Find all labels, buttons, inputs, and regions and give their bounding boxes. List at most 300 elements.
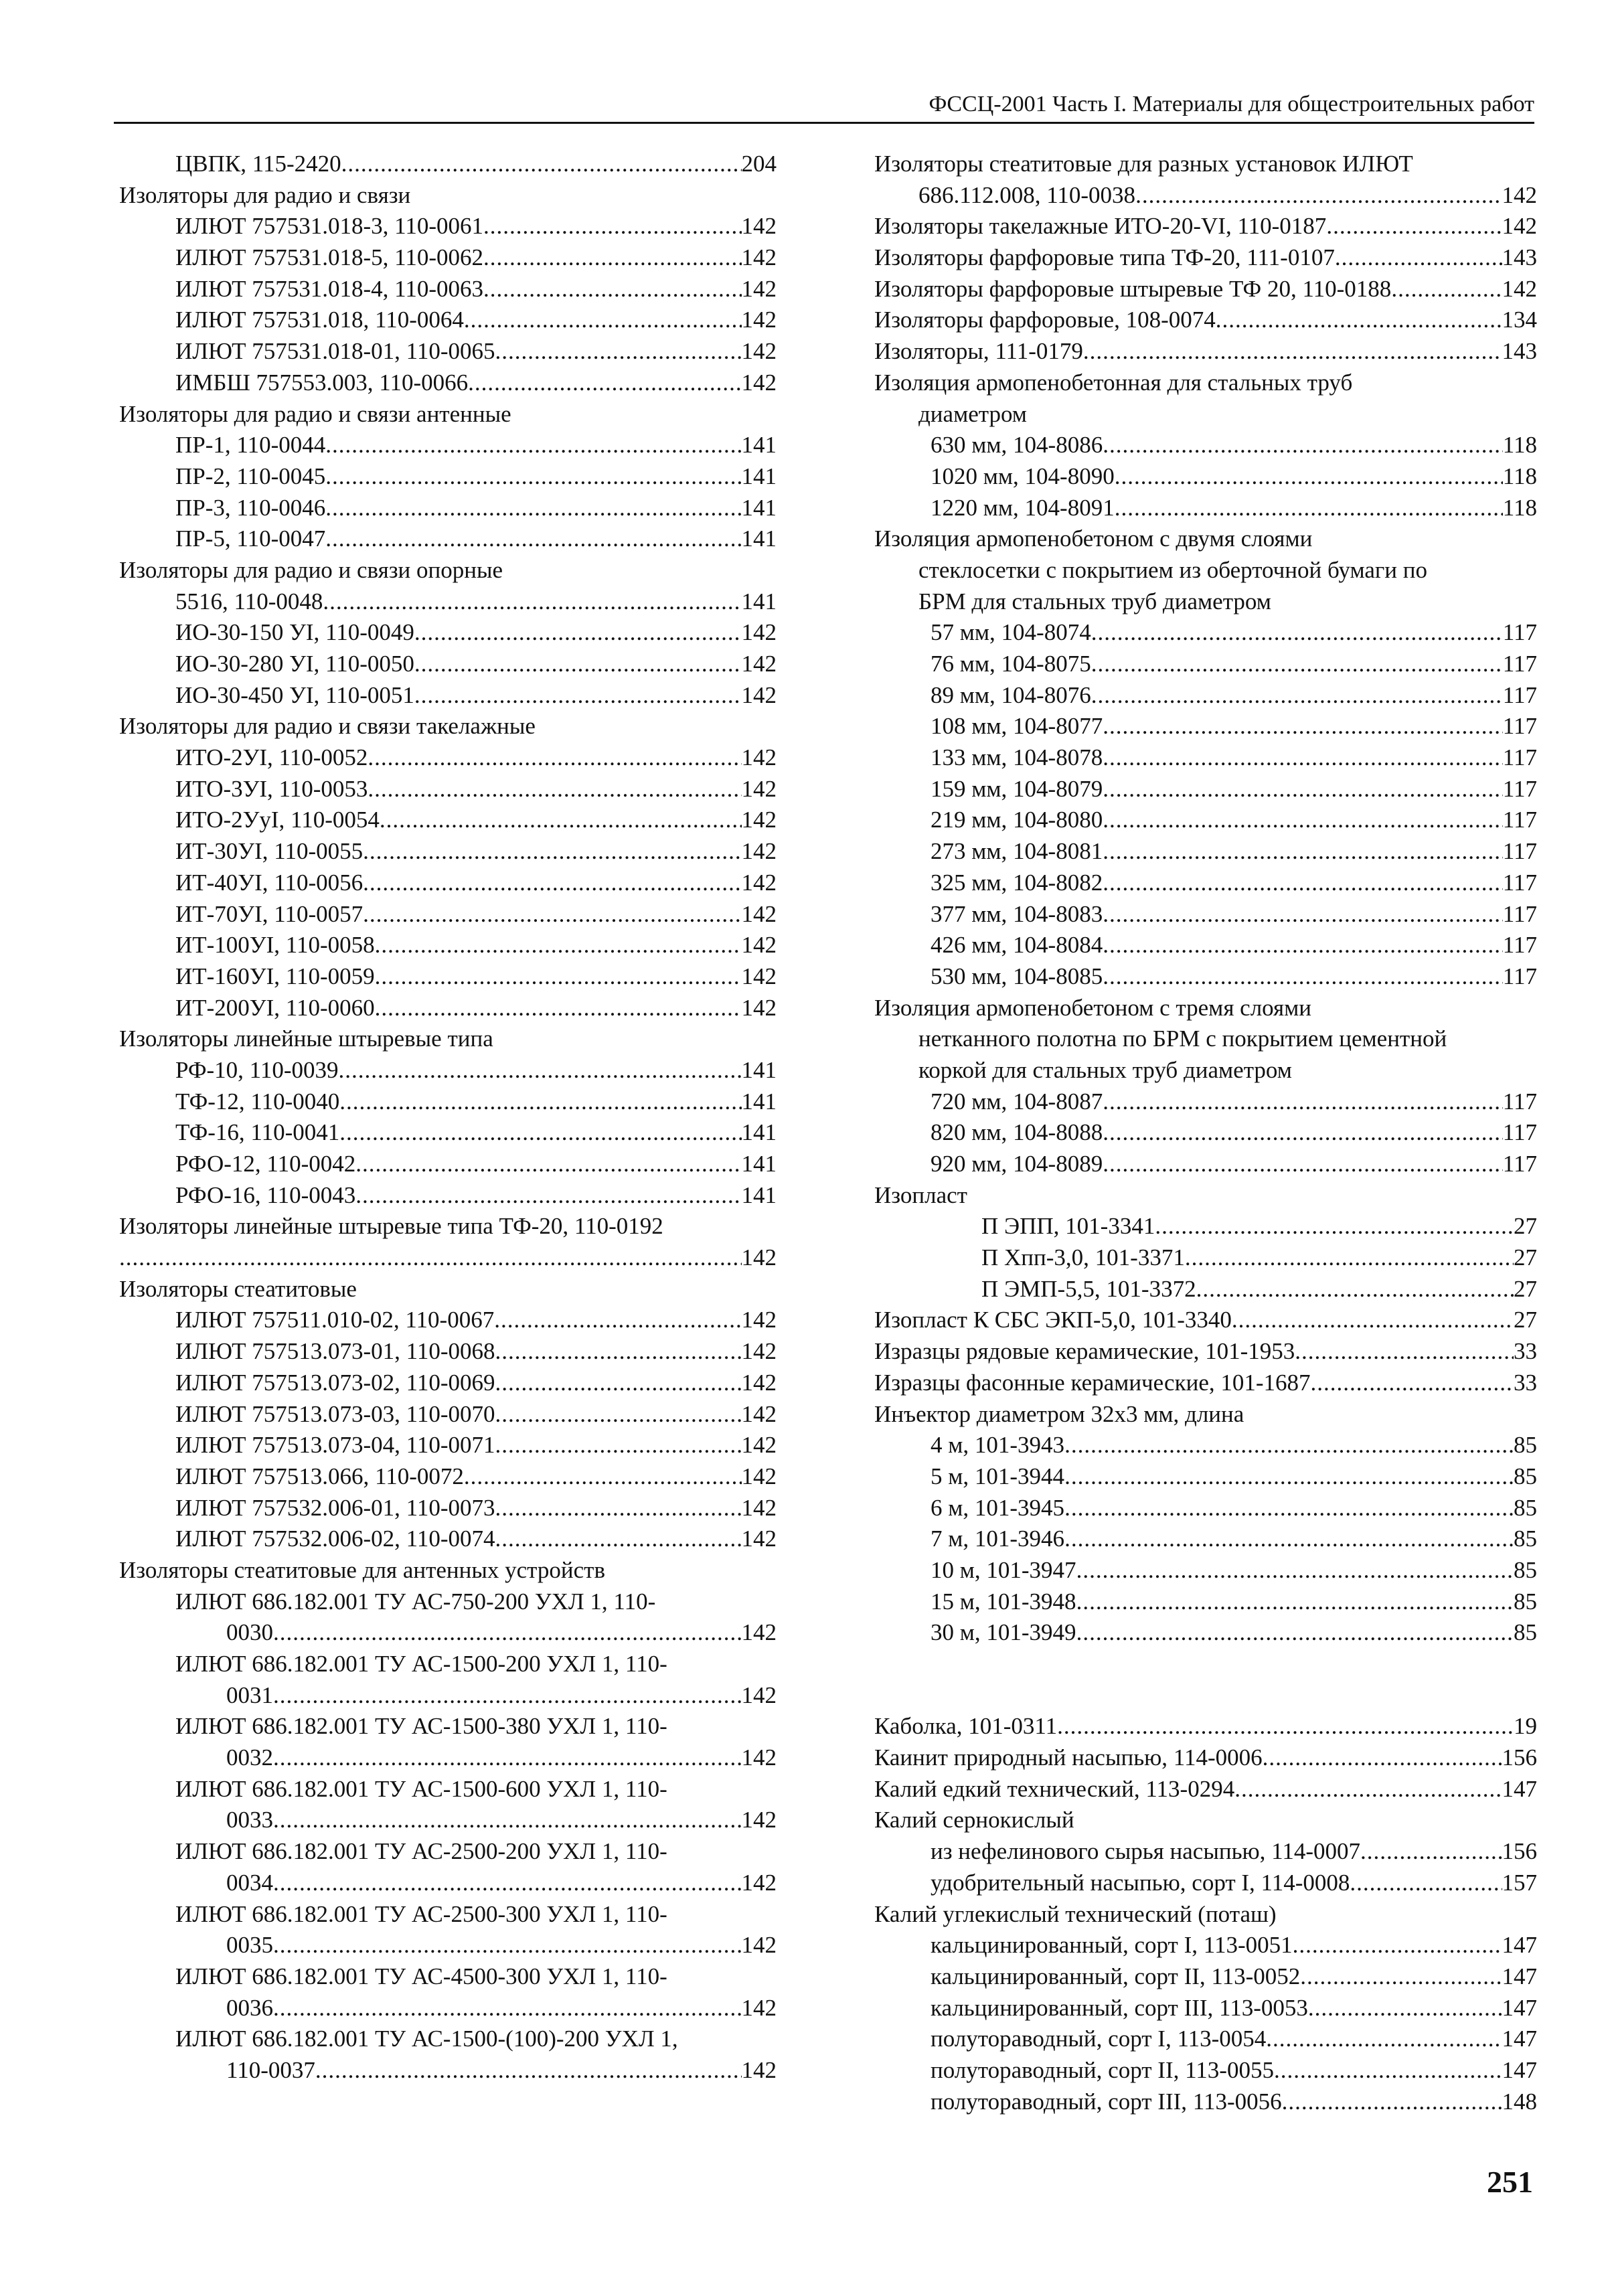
entry-page-number: 85 [1514, 1432, 1537, 1459]
dot-leader [1103, 961, 1503, 993]
index-entry [874, 1086, 1537, 1118]
dot-leader [273, 1868, 742, 1899]
dot-leader [495, 1524, 742, 1555]
entry-label: 89 мм, 104-8076 [931, 681, 1091, 708]
dot-leader [1103, 774, 1503, 805]
index-entry [874, 1774, 1537, 1805]
entry-label: ИО-30-450 УI, 110-0051 [175, 681, 414, 708]
entry-page-number: 142 [741, 994, 777, 1021]
index-entry [874, 961, 1537, 993]
entry-page-number: 142 [741, 1432, 777, 1459]
index-entry [119, 930, 777, 961]
entry-page-number: 27 [1514, 1213, 1537, 1240]
entry-page-number: 147 [1502, 2026, 1537, 2052]
dot-leader [1282, 2086, 1502, 2118]
dot-leader [368, 774, 741, 805]
index-entry [119, 1336, 777, 1368]
entry-page-number: 85 [1514, 1494, 1537, 1521]
dot-leader [1360, 1836, 1502, 1868]
index-heading: нетканного полотна по БРМ с покрытием цементной [918, 1026, 1447, 1052]
entry-label: Изоляторы фарфоровые, 108-0074 [874, 307, 1216, 333]
index-heading: Калий углекислый технический (поташ) [874, 1900, 1277, 1927]
entry-label: ИТ-30УI, 110-0055 [175, 838, 364, 865]
dot-leader [1295, 1336, 1514, 1368]
entry-page-number: 85 [1514, 1526, 1537, 1552]
entry-label: Изоляторы фарфоровые штыревые ТФ 20, 110-0188 [874, 275, 1392, 302]
index-entry [119, 742, 777, 774]
entry-label: ПР-5, 110-0047 [175, 525, 326, 552]
index-entry [874, 1961, 1537, 1993]
index-entry [119, 586, 777, 618]
index-entry [874, 1117, 1537, 1149]
entry-label: РФО-12, 110-0042 [175, 1151, 356, 1177]
entry-page-number: 142 [741, 275, 777, 302]
index-entry [119, 1149, 777, 1180]
index-entry [119, 774, 777, 805]
index-entry [874, 2024, 1537, 2055]
entry-label: 1020 мм, 104-8090 [931, 463, 1115, 489]
index-heading: Изоляторы для радио и связи антенные [119, 400, 511, 427]
entry-label: удобрительный насыпью, сорт I, 114-0008 [931, 1869, 1350, 1896]
entry-page-number: 142 [741, 869, 777, 896]
entry-page-number: 142 [741, 307, 777, 333]
index-entry [874, 1555, 1537, 1586]
dot-leader [315, 2055, 742, 2086]
index-heading: ИЛЮТ 686.182.001 ТУ АС-1500-200 УХЛ 1, 110- [175, 1651, 667, 1677]
index-entry [874, 430, 1537, 461]
entry-label: 0030 [226, 1619, 273, 1646]
entry-page-number: 142 [741, 1619, 777, 1646]
entry-label: ИЛЮТ 757531.018-4, 110-0063 [175, 275, 484, 302]
entry-page-number: 117 [1502, 807, 1537, 833]
index-entry [874, 774, 1537, 805]
index-entry [119, 305, 777, 336]
dot-leader [1115, 493, 1503, 524]
entry-page-number: 141 [741, 1088, 777, 1115]
entry-page-number: 27 [1514, 1307, 1537, 1333]
entry-label: 76 мм, 104-8075 [931, 651, 1091, 677]
entry-page-number: 85 [1514, 1619, 1537, 1646]
entry-label: ЦВПК, 115-2420 [175, 151, 341, 177]
entry-label: 0036 [226, 1994, 273, 2021]
entry-label: 0033 [226, 1807, 273, 1833]
dot-leader [323, 586, 741, 618]
dot-leader [1103, 1086, 1503, 1118]
entry-label: ПР-2, 110-0045 [175, 463, 326, 489]
dot-leader [1103, 930, 1503, 961]
entry-page-number: 142 [741, 1244, 777, 1271]
entry-label: полутораводный, сорт III, 113-0056 [931, 2088, 1282, 2115]
entry-label: Изоляторы, 111-0179 [874, 338, 1083, 365]
index-heading: Изопласт [874, 1181, 967, 1208]
dot-leader [1335, 242, 1502, 274]
dot-leader [1076, 1617, 1514, 1649]
index-entry [119, 649, 777, 680]
index-column-left [119, 149, 777, 2086]
entry-page-number: 147 [1502, 1932, 1537, 1959]
entry-label: 0035 [226, 1932, 273, 1959]
dot-leader [1326, 211, 1502, 242]
entry-page-number: 85 [1514, 1588, 1537, 1615]
entry-page-number: 142 [741, 807, 777, 833]
entry-label: 6 м, 101-3945 [931, 1494, 1065, 1521]
entry-label: 820 мм, 104-8088 [931, 1119, 1103, 1146]
entry-page-number: 27 [1514, 1275, 1537, 1302]
entry-page-number: 141 [741, 432, 777, 459]
index-entry [119, 1117, 777, 1149]
index-heading: Калий сернокислый [874, 1807, 1074, 1833]
entry-page-number: 143 [1502, 338, 1537, 365]
dot-leader [414, 680, 742, 712]
index-entry [874, 1211, 1537, 1242]
entry-page-number: 85 [1514, 1463, 1537, 1489]
dot-leader [464, 305, 742, 336]
index-entry [119, 1086, 777, 1118]
index-entry [119, 493, 777, 524]
dot-leader [494, 1305, 741, 1336]
entry-label: ИЛЮТ 757531.018, 110-0064 [175, 307, 464, 333]
index-entry [874, 1461, 1537, 1493]
entry-label: ИЛЮТ 757513.073-02, 110-0069 [175, 1369, 495, 1396]
entry-label: 10 м, 101-3947 [931, 1556, 1076, 1583]
index-entry [119, 461, 777, 493]
dot-leader [1076, 1555, 1514, 1586]
index-entry [874, 211, 1537, 242]
entry-page-number: 142 [741, 1463, 777, 1489]
entry-label: ИЛЮТ 757513.073-01, 110-0068 [175, 1338, 495, 1365]
index-heading: стеклосетки с покрытием из оберточной бумаги по [918, 556, 1427, 583]
index-entry [874, 274, 1537, 305]
entry-page-number: 142 [741, 963, 777, 989]
entry-page-number: 141 [741, 463, 777, 489]
dot-leader [1216, 305, 1502, 336]
index-entry [874, 1430, 1537, 1461]
entry-label: 1220 мм, 104-8091 [931, 494, 1115, 521]
index-heading: диаметром [918, 400, 1027, 427]
index-entry [874, 1493, 1537, 1524]
entry-label: 686.112.008, 110-0038 [918, 181, 1136, 208]
entry-page-number: 142 [741, 1994, 777, 2021]
index-heading: Изоляция армопенобетоном с тремя слоями [874, 994, 1311, 1021]
dot-leader [483, 274, 741, 305]
dot-leader [273, 1742, 742, 1774]
index-entry [874, 649, 1537, 680]
index-entry [874, 336, 1537, 367]
dot-leader [339, 1055, 742, 1086]
dot-leader [1103, 1149, 1503, 1180]
index-entry [874, 1242, 1537, 1274]
dot-leader [273, 1805, 742, 1836]
dot-leader [1185, 1242, 1514, 1274]
entry-page-number: 157 [1502, 1869, 1537, 1896]
entry-label: 0032 [226, 1744, 273, 1771]
dot-leader [1266, 2024, 1502, 2055]
entry-label: ИЛЮТ 757513.066, 110-0072 [175, 1463, 464, 1489]
entry-page-number: 142 [741, 1869, 777, 1896]
entry-page-number: 141 [741, 1151, 777, 1177]
index-entry [119, 242, 777, 274]
entry-label: 0034 [226, 1869, 273, 1896]
page-number: 251 [1487, 2165, 1533, 2199]
dot-leader [1091, 649, 1503, 680]
dot-leader [325, 461, 741, 493]
entry-page-number: 117 [1502, 900, 1537, 927]
index-heading: БРМ для стальных труб диаметром [918, 588, 1271, 614]
entry-label: кальцинированный, сорт II, 113-0052 [931, 1963, 1301, 1989]
entry-label: ИЛЮТ 757532.006-02, 110-0074 [175, 1526, 495, 1552]
dot-leader [380, 805, 742, 836]
dot-leader [325, 523, 741, 555]
entry-page-number: 142 [741, 1932, 777, 1959]
index-entry [119, 993, 777, 1024]
entry-label: ТФ-12, 110-0040 [175, 1088, 340, 1115]
dot-leader [495, 1399, 742, 1430]
dot-leader [325, 493, 741, 524]
entry-label: ИТ-40УI, 110-0056 [175, 869, 364, 896]
index-column-right [874, 149, 1537, 2117]
index-entry [119, 1742, 777, 1774]
index-entry [874, 493, 1537, 524]
entry-label: ИТ-100УI, 110-0058 [175, 932, 375, 959]
entry-label: 7 м, 101-3946 [931, 1526, 1065, 1552]
dot-leader [483, 211, 741, 242]
dot-leader [363, 836, 741, 868]
dot-leader [1300, 1961, 1502, 1993]
entry-label: П ЭМП-5,5, 101-3372 [981, 1275, 1196, 1302]
entry-page-number: 117 [1502, 963, 1537, 989]
index-entry [874, 2086, 1537, 2118]
dot-leader [1135, 180, 1502, 212]
entry-label: РФО-16, 110-0043 [175, 1181, 356, 1208]
entry-label: П Хпп-3,0, 101-3371 [981, 1244, 1185, 1271]
entry-page-number: 142 [741, 1682, 777, 1708]
index-heading: Изоляторы для радио и связи [119, 181, 411, 208]
index-entry [119, 1055, 777, 1086]
index-entry [874, 1274, 1537, 1305]
index-heading: Инъектор диаметром 32х3 мм, длина [874, 1400, 1244, 1427]
entry-label: 5 м, 101-3944 [931, 1463, 1065, 1489]
index-entry [874, 868, 1537, 899]
dot-leader [1103, 742, 1503, 774]
dot-leader [1232, 1305, 1514, 1336]
entry-label: кальцинированный, сорт I, 113-0051 [931, 1932, 1293, 1959]
index-heading: Изоляторы для радио и связи такелажные [119, 713, 536, 740]
dot-leader [339, 1117, 741, 1149]
entry-page-number: 204 [741, 151, 777, 177]
dot-leader [1350, 1868, 1502, 1899]
entry-page-number: 19 [1514, 1713, 1537, 1740]
entry-page-number: 33 [1514, 1369, 1537, 1396]
dot-leader [339, 1086, 741, 1118]
dot-leader [414, 649, 742, 680]
index-entry [874, 1836, 1537, 1868]
entry-label: ИТ-200УI, 110-0060 [175, 994, 375, 1021]
index-entry [119, 1805, 777, 1836]
index-entry [874, 1149, 1537, 1180]
entry-page-number: 141 [741, 588, 777, 614]
entry-page-number: 142 [741, 932, 777, 959]
entry-page-number: 142 [741, 244, 777, 271]
entry-page-number: 142 [741, 681, 777, 708]
dot-leader [273, 1993, 742, 2024]
dot-leader [363, 899, 741, 930]
entry-label: Каинит природный насыпью, 114-0006 [874, 1744, 1263, 1771]
dot-leader [1196, 1274, 1514, 1305]
entry-page-number: 142 [741, 775, 777, 802]
dot-leader [1391, 274, 1502, 305]
entry-label: 5516, 110-0048 [175, 588, 323, 614]
dot-leader [1103, 899, 1503, 930]
entry-label: 108 мм, 104-8077 [931, 713, 1103, 740]
dot-leader [495, 1430, 742, 1461]
entry-page-number: 142 [1502, 213, 1537, 240]
dot-leader [1115, 461, 1503, 493]
entry-label: Изопласт К СБС ЭКП-5,0, 101-3340 [874, 1307, 1232, 1333]
index-heading: ИЛЮТ 686.182.001 ТУ АС-1500-600 УХЛ 1, 110- [175, 1775, 667, 1802]
index-entry [119, 149, 777, 180]
dot-leader [1103, 805, 1503, 836]
entry-label: Каболка, 101-0311 [874, 1713, 1058, 1740]
entry-page-number: 143 [1502, 244, 1537, 271]
entry-label: Изразцы рядовые керамические, 101-1953 [874, 1338, 1295, 1365]
index-entry [119, 2055, 777, 2086]
dot-leader [1103, 711, 1503, 742]
entry-page-number: 142 [741, 619, 777, 646]
dot-leader [1103, 1117, 1503, 1149]
index-entry [119, 805, 777, 836]
entry-label: ИО-30-280 УI, 110-0050 [175, 651, 414, 677]
index-heading: Изоляция армопенобетоном с двумя слоями [874, 525, 1313, 552]
entry-label: 133 мм, 104-8078 [931, 744, 1103, 771]
entry-page-number: 147 [1502, 1775, 1537, 1802]
index-entry [119, 211, 777, 242]
dot-leader [495, 336, 742, 367]
entry-label: 219 мм, 104-8080 [931, 807, 1103, 833]
index-entry [874, 805, 1537, 836]
index-entry [874, 680, 1537, 712]
entry-page-number: 142 [741, 369, 777, 396]
entry-page-number: 142 [1502, 275, 1537, 302]
entry-label: 4 м, 101-3943 [931, 1432, 1065, 1459]
entry-label: 0031 [226, 1682, 273, 1708]
index-entry [874, 1617, 1537, 1649]
entry-label: ИЛЮТ 757513.073-04, 110-0071 [175, 1432, 495, 1459]
entry-label: Изоляторы такелажные ИТО-20-VI, 110-0187 [874, 213, 1327, 240]
index-entry [119, 1399, 777, 1430]
index-entry [119, 336, 777, 367]
dot-leader [483, 242, 741, 274]
entry-page-number: 142 [741, 1526, 777, 1552]
entry-page-number: 118 [1502, 494, 1537, 521]
dot-leader [355, 1180, 741, 1212]
entry-page-number: 117 [1502, 681, 1537, 708]
index-entry [119, 1617, 777, 1649]
dot-leader [468, 367, 741, 399]
entry-page-number: 147 [1502, 1963, 1537, 1989]
entry-page-number: 33 [1514, 1338, 1537, 1365]
entry-page-number: 142 [741, 2056, 777, 2083]
index-heading: ИЛЮТ 686.182.001 ТУ АС-750-200 УХЛ 1, 110- [175, 1588, 656, 1615]
dot-leader [368, 742, 741, 774]
dot-leader [1103, 836, 1503, 868]
dot-leader [495, 1336, 742, 1368]
index-entry [119, 899, 777, 930]
entry-label: ИО-30-150 УI, 110-0049 [175, 619, 414, 646]
dot-leader [495, 1368, 742, 1399]
index-entry [874, 1368, 1537, 1399]
dot-leader [1103, 868, 1503, 899]
index-heading: Изоляторы линейные штыревые типа [119, 1026, 493, 1052]
index-entry [119, 961, 777, 993]
dot-leader [375, 993, 742, 1024]
index-entry [874, 899, 1537, 930]
index-entry [119, 617, 777, 649]
dot-leader [495, 1493, 742, 1524]
entry-label: 325 мм, 104-8082 [931, 869, 1103, 896]
dot-leader [1064, 1493, 1514, 1524]
dot-leader [325, 430, 741, 461]
dot-leader [1103, 430, 1503, 461]
entry-label: 630 мм, 104-8086 [931, 432, 1103, 459]
entry-label: 273 мм, 104-8081 [931, 838, 1103, 865]
entry-page-number: 142 [741, 1307, 777, 1333]
entry-page-number: 117 [1502, 869, 1537, 896]
entry-page-number: 117 [1502, 1088, 1537, 1115]
entry-page-number: 117 [1502, 619, 1537, 646]
entry-page-number: 142 [741, 744, 777, 771]
entry-page-number: 117 [1502, 651, 1537, 677]
index-entry [119, 1993, 777, 2024]
entry-page-number: 156 [1502, 1838, 1537, 1865]
index-entry [874, 1524, 1537, 1555]
index-entry [874, 1993, 1537, 2024]
entry-page-number: 147 [1502, 2056, 1537, 2083]
entry-label: ИЛЮТ 757531.018-3, 110-0061 [175, 213, 484, 240]
dot-leader [1091, 680, 1503, 712]
entry-label: ТФ-16, 110-0041 [175, 1119, 340, 1146]
entry-label: 530 мм, 104-8085 [931, 963, 1103, 989]
entry-label: 426 мм, 104-8084 [931, 932, 1103, 959]
index-entry [874, 461, 1537, 493]
dot-leader [363, 868, 741, 899]
entry-label: П ЭПП, 101-3341 [981, 1213, 1155, 1240]
dot-leader [1311, 1368, 1514, 1399]
dot-leader [119, 1242, 742, 1274]
index-entry [119, 1493, 777, 1524]
index-heading: ИЛЮТ 686.182.001 ТУ АС-4500-300 УХЛ 1, 110- [175, 1963, 667, 1989]
entry-page-number: 142 [741, 1494, 777, 1521]
entry-page-number: 142 [741, 338, 777, 365]
entry-page-number: 134 [1502, 307, 1537, 333]
entry-page-number: 142 [741, 651, 777, 677]
index-entry [874, 1930, 1537, 1961]
index-entry [119, 1524, 777, 1555]
entry-label: ИЛЮТ 757532.006-01, 110-0073 [175, 1494, 495, 1521]
dot-leader [1263, 1742, 1502, 1774]
index-entry [119, 1430, 777, 1461]
entry-label: 110-0037 [226, 2056, 315, 2083]
entry-label: из нефелинового сырья насыпью, 114-0007 [931, 1838, 1361, 1865]
dot-leader [1083, 336, 1502, 367]
dot-leader [1274, 2055, 1502, 2086]
entry-label: ИТ-70УI, 110-0057 [175, 900, 364, 927]
entry-label: ПР-3, 110-0046 [175, 494, 326, 521]
entry-page-number: 118 [1502, 432, 1537, 459]
entry-label: полутораводный, сорт II, 113-0055 [931, 2056, 1274, 2083]
dot-leader [375, 961, 742, 993]
entry-page-number: 117 [1502, 1151, 1537, 1177]
index-entry [874, 242, 1537, 274]
